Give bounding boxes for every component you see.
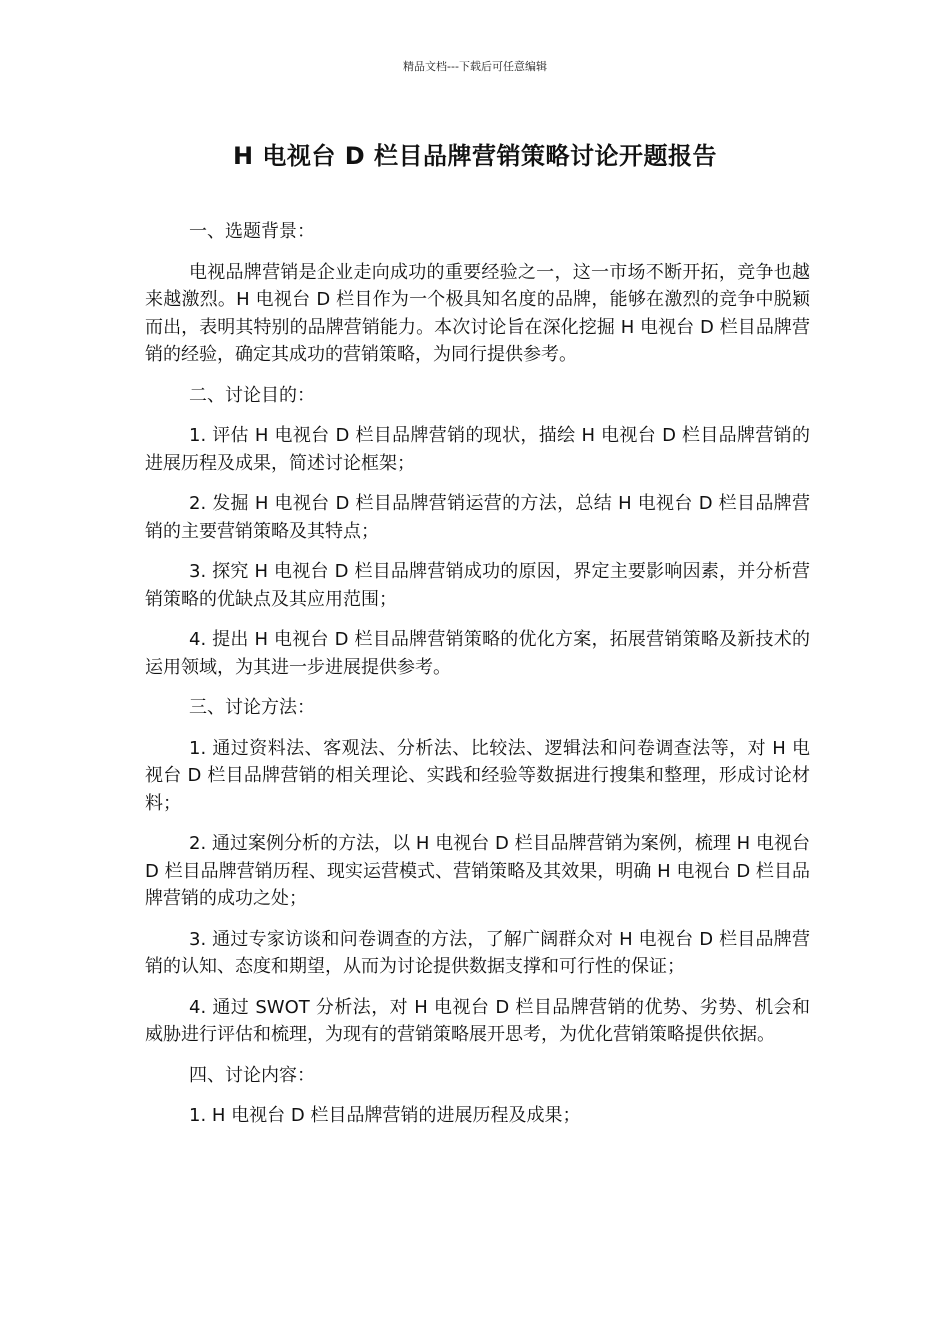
- method-item-1: 1. 通过资料法、客观法、分析法、比较法、逻辑法和问卷调查法等，对 H 电视台 D 栏目品牌营销的相关理论、实践和经验等数据进行搜集和整理，形成讨论材料；: [145, 737, 810, 814]
- section-heading-content: 四、讨论内容：: [189, 1064, 315, 1086]
- method-item-4: 4. 通过 SWOT 分析法，对 H 电视台 D 栏目品牌营销的优势、劣势、机会和威胁进行评估和梳理，为现有的营销策略展开思考，为优化营销策略提供依据。: [145, 996, 810, 1045]
- section-heading-purpose: 二、讨论目的：: [189, 384, 315, 406]
- document-title: H 电视台 D 栏目品牌营销策略讨论开题报告: [232, 142, 718, 170]
- method-item-3: 3. 通过专家访谈和问卷调查的方法，了解广阔群众对 H 电视台 D 栏目品牌营销的认知、态度和期望，从而为讨论提供数据支撑和可行性的保证；: [145, 928, 810, 977]
- section-heading-background: 一、选题背景：: [189, 221, 315, 242]
- purpose-item-2: 2. 发掘 H 电视台 D 栏目品牌营销运营的方法，总结 H 电视台 D 栏目品牌营销的主要营销策略及其特点；: [145, 493, 810, 542]
- paragraph-background: 电视品牌营销是企业走向成功的重要经验之一，这一市场不断开拓，竞争也越来越激烈。H 电视台 D 栏目作为一个极具知名度的品牌，能够在激烈的竞争中脱颖而出，表明其特别的品牌营销能力。本次讨论旨在深化挖掘 H 电视台 D 栏目品牌营销的经验，确定其成功的营销策略，为同行提供参考。: [145, 261, 810, 365]
- section-heading-methods: 三、讨论方法：: [189, 697, 315, 718]
- content-item-1: 1. H 电视台 D 栏目品牌营销的进展历程及成果；: [189, 1105, 581, 1126]
- method-item-2: 2. 通过案例分析的方法，以 H 电视台 D 栏目品牌营销为案例，梳理 H 电视台 D 栏目品牌营销历程、现实运营模式、营销策略及其效果，明确 H 电视台 D 栏目品牌营销的成功之处；: [145, 833, 810, 909]
- purpose-item-1: 1. 评估 H 电视台 D 栏目品牌营销的现状，描绘 H 电视台 D 栏目品牌营销的进展历程及成果，简述讨论框架；: [145, 425, 810, 474]
- purpose-item-4: 4. 提出 H 电视台 D 栏目品牌营销策略的优化方案，拓展营销策略及新技术的运用领域，为其进一步进展提供参考。: [145, 629, 810, 678]
- page-header-watermark: 精品文档---下载后可任意编辑: [403, 60, 547, 73]
- document-body: [145, 218, 810, 1143]
- purpose-item-3: 3. 探究 H 电视台 D 栏目品牌营销成功的原因，界定主要影响因素，并分析营销策略的优缺点及其应用范围；: [145, 561, 810, 610]
